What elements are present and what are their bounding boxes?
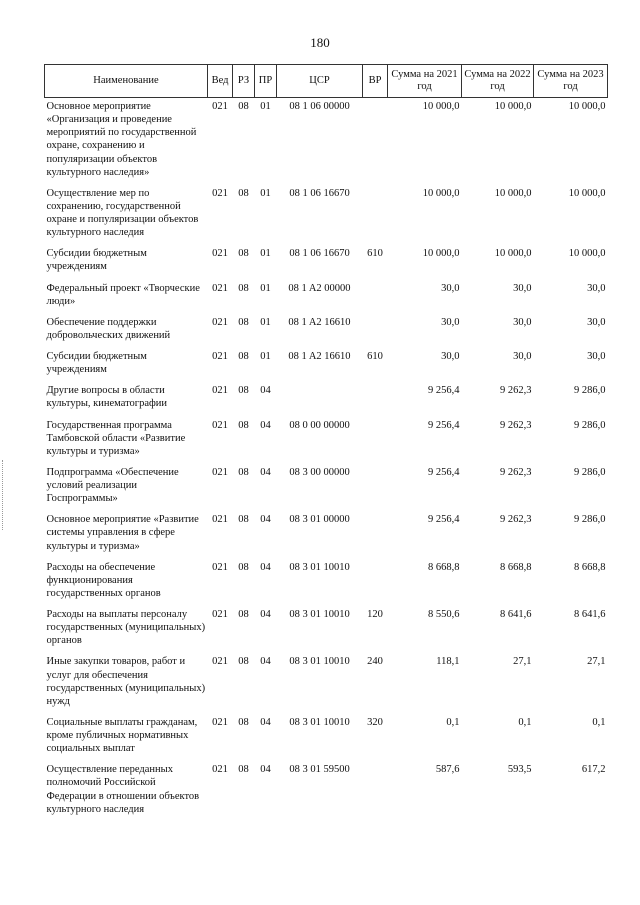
table-row bbox=[45, 714, 608, 761]
cell-csr: 08 3 00 00000 bbox=[289, 466, 350, 478]
table-row bbox=[45, 348, 608, 382]
table-row bbox=[45, 511, 608, 558]
cell-ved: 021 bbox=[212, 656, 228, 668]
cell-rz: 08 bbox=[238, 561, 249, 573]
cell-csr: 08 3 01 00000 bbox=[289, 514, 350, 526]
cell-name: Подпрограмма «Обеспечение условий реализации Госпрограммы» bbox=[46, 466, 179, 505]
cell-sum-2023: 9 286,0 bbox=[574, 466, 606, 478]
cell-csr: 08 1 A2 00000 bbox=[288, 282, 351, 294]
cell-csr: 08 3 01 10010 bbox=[289, 656, 350, 668]
scan-margin-mark bbox=[2, 460, 4, 530]
cell-csr: 08 1 06 00000 bbox=[289, 101, 350, 112]
table-row bbox=[45, 382, 608, 416]
cell-vr bbox=[363, 280, 388, 314]
cell-sum-2021: 587,6 bbox=[435, 764, 460, 776]
cell-sum-2021: 30,0 bbox=[441, 351, 460, 362]
table-row bbox=[45, 185, 608, 246]
cell-sum-2021: 118,1 bbox=[436, 656, 460, 668]
cell-vr bbox=[363, 761, 388, 822]
cell-sum-2022: 10 000,0 bbox=[494, 101, 532, 112]
cell-vr: 240 bbox=[367, 656, 383, 668]
table-row bbox=[45, 606, 608, 653]
cell-rz: 08 bbox=[238, 656, 249, 668]
header-csr: ЦСР bbox=[277, 65, 363, 98]
page-number: 180 bbox=[310, 35, 330, 50]
cell-name: Основное мероприятие «Развитие системы управления в сфере культуры и туризма» bbox=[46, 514, 199, 552]
cell-csr: 08 1 06 16670 bbox=[289, 248, 350, 260]
table-row bbox=[45, 417, 608, 464]
cell-pr: 01 bbox=[260, 316, 271, 328]
header-2022: Сумма на 2022 год bbox=[462, 65, 534, 98]
cell-sum-2023: 27,1 bbox=[587, 656, 606, 668]
header-ved: Вед bbox=[208, 65, 233, 98]
cell-csr: 08 3 01 59500 bbox=[289, 764, 350, 776]
cell-vr bbox=[363, 559, 388, 606]
cell-sum-2023: 10 000,0 bbox=[568, 101, 606, 112]
cell-sum-2021: 9 256,4 bbox=[428, 385, 460, 397]
cell-rz: 08 bbox=[238, 351, 249, 362]
cell-rz: 08 bbox=[238, 419, 249, 431]
cell-name: Расходы на обеспечение функционирования государственных органов bbox=[46, 561, 161, 599]
cell-sum-2023: 10 000,0 bbox=[568, 248, 606, 260]
cell-sum-2023: 30,0 bbox=[587, 351, 606, 362]
cell-rz: 08 bbox=[238, 282, 249, 294]
table-row bbox=[45, 245, 608, 279]
cell-csr bbox=[277, 382, 363, 416]
cell-name: Осуществление мер по сохранению, государственной охране и популяризации объектов культурного наследия bbox=[46, 187, 199, 239]
cell-rz: 08 bbox=[238, 385, 249, 397]
cell-sum-2022: 30,0 bbox=[513, 316, 532, 328]
cell-pr: 04 bbox=[260, 466, 271, 478]
cell-ved: 021 bbox=[212, 385, 228, 397]
header-2021: Сумма на 2021 год bbox=[388, 65, 462, 98]
header-vr: ВР bbox=[363, 65, 388, 98]
cell-pr: 01 bbox=[260, 248, 271, 260]
header-2023: Сумма на 2023 год bbox=[534, 65, 608, 98]
cell-ved: 021 bbox=[212, 764, 228, 776]
cell-vr: 610 bbox=[367, 351, 383, 362]
cell-sum-2022: 10 000,0 bbox=[494, 187, 532, 199]
cell-ved: 021 bbox=[212, 187, 228, 199]
cell-csr: 08 1 06 16670 bbox=[289, 187, 350, 199]
cell-rz: 08 bbox=[238, 101, 249, 112]
cell-vr bbox=[363, 464, 388, 511]
cell-name: Иные закупки товаров, работ и услуг для обеспечения государственных (муниципальных) нужд bbox=[46, 656, 206, 707]
cell-sum-2022: 9 262,3 bbox=[500, 514, 532, 526]
cell-pr: 04 bbox=[260, 656, 271, 668]
cell-sum-2023: 30,0 bbox=[587, 282, 606, 294]
cell-rz: 08 bbox=[238, 248, 249, 260]
cell-sum-2021: 30,0 bbox=[441, 282, 460, 294]
table-body bbox=[45, 98, 608, 822]
cell-pr: 01 bbox=[260, 282, 271, 294]
cell-vr bbox=[363, 98, 388, 185]
cell-sum-2023: 30,0 bbox=[587, 316, 606, 328]
cell-pr: 04 bbox=[260, 609, 271, 620]
cell-ved: 021 bbox=[212, 466, 228, 478]
cell-pr: 04 bbox=[260, 561, 271, 573]
cell-vr: 120 bbox=[367, 609, 383, 620]
cell-rz: 08 bbox=[238, 187, 249, 199]
cell-sum-2022: 27,1 bbox=[513, 656, 532, 668]
cell-rz: 08 bbox=[238, 466, 249, 478]
cell-name: Другие вопросы в области культуры, кинематографии bbox=[46, 385, 168, 410]
table-row bbox=[45, 559, 608, 606]
cell-csr: 08 3 01 10010 bbox=[289, 561, 350, 573]
cell-sum-2021: 10 000,0 bbox=[422, 101, 460, 112]
cell-ved: 021 bbox=[212, 716, 228, 728]
cell-pr: 04 bbox=[260, 419, 271, 431]
cell-sum-2022: 8 641,6 bbox=[500, 609, 532, 620]
cell-csr: 08 0 00 00000 bbox=[289, 419, 350, 431]
cell-sum-2023: 9 286,0 bbox=[574, 514, 606, 526]
cell-sum-2022: 30,0 bbox=[513, 282, 532, 294]
cell-rz: 08 bbox=[238, 716, 249, 728]
cell-name: Основное мероприятие «Организация и проведение мероприятий по государственной охране, сохранению и популяризации объектов культурного наследия» bbox=[46, 101, 197, 178]
cell-rz: 08 bbox=[238, 764, 249, 776]
cell-name: Обеспечение поддержки добровольческих движений bbox=[46, 316, 171, 341]
cell-pr: 04 bbox=[260, 385, 271, 397]
cell-name: Расходы на выплаты персоналу государственных (муниципальных) органов bbox=[46, 609, 206, 647]
table-row bbox=[45, 653, 608, 714]
cell-ved: 021 bbox=[212, 609, 228, 620]
cell-ved: 021 bbox=[212, 419, 228, 431]
cell-ved: 021 bbox=[212, 351, 228, 362]
cell-sum-2022: 9 262,3 bbox=[500, 419, 532, 431]
cell-sum-2021: 10 000,0 bbox=[422, 187, 460, 199]
cell-sum-2022: 30,0 bbox=[513, 351, 532, 362]
cell-sum-2021: 0,1 bbox=[446, 716, 460, 728]
header-name: Наименование bbox=[45, 65, 208, 98]
cell-csr: 08 3 01 10010 bbox=[289, 609, 350, 620]
cell-rz: 08 bbox=[238, 514, 249, 526]
cell-csr: 08 1 A2 16610 bbox=[288, 351, 351, 362]
cell-vr bbox=[363, 382, 388, 416]
cell-csr: 08 3 01 10010 bbox=[289, 716, 350, 728]
cell-ved: 021 bbox=[212, 514, 228, 526]
cell-ved: 021 bbox=[212, 282, 228, 294]
cell-name: Государственная программа Тамбовской области «Развитие культуры и туризма» bbox=[46, 419, 186, 457]
cell-vr bbox=[363, 185, 388, 246]
cell-name: Субсидии бюджетным учреждениям bbox=[46, 351, 147, 376]
cell-rz: 08 bbox=[238, 609, 249, 620]
cell-pr: 01 bbox=[260, 351, 271, 362]
cell-sum-2023: 8 668,8 bbox=[574, 561, 606, 573]
cell-ved: 021 bbox=[212, 316, 228, 328]
cell-sum-2023: 9 286,0 bbox=[574, 419, 606, 431]
cell-vr: 320 bbox=[367, 716, 383, 728]
cell-sum-2021: 10 000,0 bbox=[422, 248, 460, 260]
cell-csr: 08 1 A2 16610 bbox=[288, 316, 351, 328]
cell-ved: 021 bbox=[212, 561, 228, 573]
cell-name: Федеральный проект «Творческие люди» bbox=[46, 282, 200, 307]
cell-sum-2022: 9 262,3 bbox=[500, 385, 532, 397]
cell-sum-2023: 8 641,6 bbox=[574, 609, 606, 620]
cell-name: Субсидии бюджетным учреждениям bbox=[46, 248, 147, 273]
cell-sum-2022: 8 668,8 bbox=[500, 561, 532, 573]
cell-name: Осуществление переданных полномочий Российской Федерации в отношении объектов культурного наследия bbox=[46, 764, 200, 815]
cell-pr: 04 bbox=[260, 764, 271, 776]
cell-rz: 08 bbox=[238, 316, 249, 328]
cell-sum-2023: 9 286,0 bbox=[574, 385, 606, 397]
cell-sum-2021: 8 668,8 bbox=[428, 561, 460, 573]
cell-ved: 021 bbox=[212, 248, 228, 260]
table-row bbox=[45, 761, 608, 822]
header-pr: ПР bbox=[255, 65, 277, 98]
cell-sum-2022: 9 262,3 bbox=[500, 466, 532, 478]
cell-sum-2022: 0,1 bbox=[518, 716, 532, 728]
cell-vr bbox=[363, 314, 388, 348]
cell-name: Социальные выплаты гражданам, кроме публичных нормативных социальных выплат bbox=[46, 716, 198, 755]
cell-sum-2021: 9 256,4 bbox=[428, 419, 460, 431]
cell-pr: 01 bbox=[260, 101, 271, 112]
cell-pr: 04 bbox=[260, 716, 271, 728]
cell-vr: 610 bbox=[367, 248, 383, 260]
cell-sum-2023: 0,1 bbox=[592, 716, 606, 728]
cell-sum-2023: 617,2 bbox=[581, 764, 606, 776]
cell-vr bbox=[363, 417, 388, 464]
table-row bbox=[45, 464, 608, 511]
header-rz: РЗ bbox=[233, 65, 255, 98]
cell-sum-2021: 8 550,6 bbox=[428, 609, 460, 620]
table-row bbox=[45, 314, 608, 348]
cell-ved: 021 bbox=[212, 101, 228, 112]
table-row bbox=[45, 280, 608, 314]
cell-sum-2021: 9 256,4 bbox=[428, 466, 460, 478]
cell-sum-2022: 593,5 bbox=[507, 764, 532, 776]
cell-sum-2022: 10 000,0 bbox=[494, 248, 532, 260]
budget-table bbox=[44, 64, 608, 822]
cell-vr bbox=[363, 511, 388, 558]
cell-sum-2021: 30,0 bbox=[441, 316, 460, 328]
table-header bbox=[45, 65, 608, 98]
cell-pr: 04 bbox=[260, 514, 271, 526]
cell-sum-2021: 9 256,4 bbox=[428, 514, 460, 526]
cell-sum-2023: 10 000,0 bbox=[568, 187, 606, 199]
table-row bbox=[45, 98, 608, 185]
cell-pr: 01 bbox=[260, 187, 271, 199]
